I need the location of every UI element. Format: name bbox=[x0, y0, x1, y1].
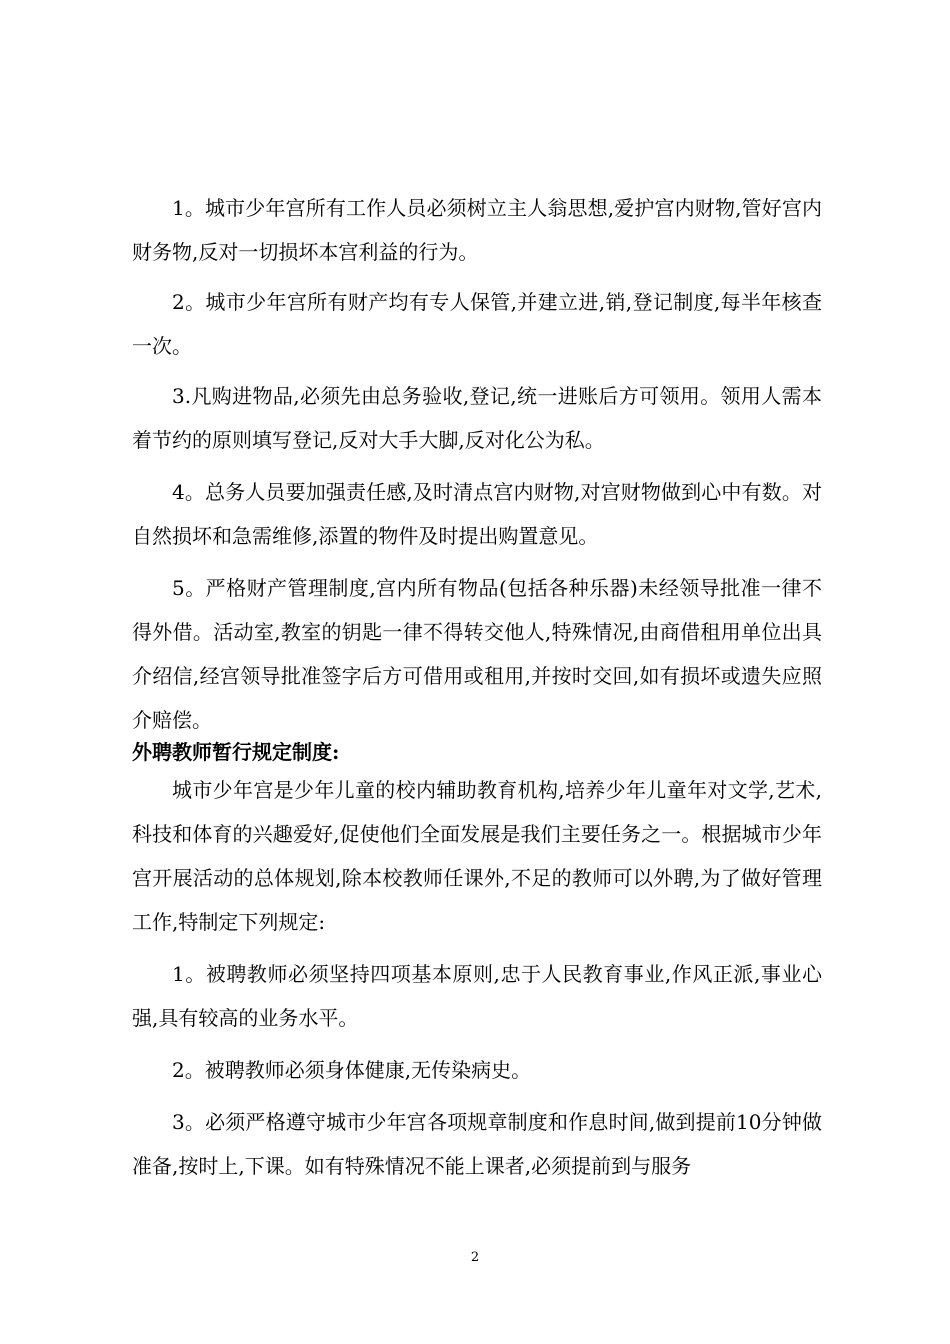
property-rule-3: 3.凡购进物品,必须先由总务验收,登记,统一进账后方可领用。领用人需本着节约的原则填写登记,反对大手大脚,反对化公为私。 bbox=[132, 384, 822, 452]
teacher-rule-3: 3。必须严格遵守城市少年宫各项规章制度和作息时间,做到提前10分钟做准备,按时上,下课。如有特殊情况不能上课者,必须提前到与服务 bbox=[132, 1110, 822, 1178]
property-rule-2: 2。城市少年宫所有财产均有专人保管,并建立进,销,登记制度,每半年核查一次。 bbox=[132, 290, 822, 358]
teacher-intro: 城市少年宫是少年儿童的校内辅助教育机构,培养少年儿童年对文学,艺术,科技和体育的兴趣爱好,促使他们全面发展是我们主要任务之一。根据城市少年宫开展活动的总体规划,除本校教师任课外,不足的教师可以外聘,为了做好管理工作,特制定下列规定: bbox=[132, 778, 822, 934]
document-body bbox=[132, 186, 822, 1188]
property-rule-5: 5。严格财产管理制度,宫内所有物品(包括各种乐器)未经领导批准一律不得外借。活动室,教室的钥匙一律不得转交他人,特殊情况,由商借租用单位出具介绍信,经宫领导批准签字后方可借用或租用,并按时交回,如有损坏或遗失应照介赔偿。 bbox=[132, 576, 822, 732]
property-rule-1: 1。城市少年宫所有工作人员必须树立主人翁思想,爱护宫内财物,管好宫内财务物,反对一切损坏本宫利益的行为。 bbox=[132, 196, 822, 264]
section-heading-teachers: 外聘教师暂行规定制度: bbox=[132, 740, 340, 764]
teacher-rule-2: 2。被聘教师必须身体健康,无传染病史。 bbox=[172, 1058, 532, 1082]
page-number: 2 bbox=[470, 1250, 480, 1265]
teacher-rule-1: 1。被聘教师必须坚持四项基本原则,忠于人民教育事业,作风正派,事业心强,具有较高的业务水平。 bbox=[132, 962, 822, 1030]
property-rule-4: 4。总务人员要加强责任感,及时清点宫内财物,对宫财物做到心中有数。对自然损坏和急需维修,添置的物件及时提出购置意见。 bbox=[132, 480, 822, 548]
